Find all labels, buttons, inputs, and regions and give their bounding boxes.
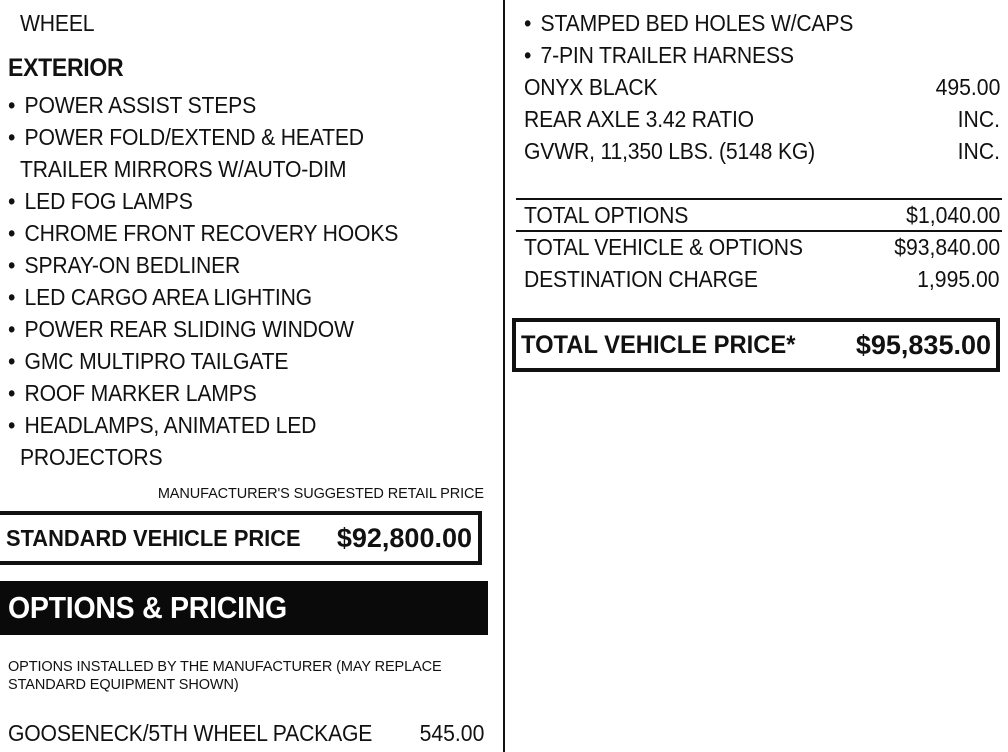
- package-name: GOOSENECK/5TH WHEEL PACKAGE: [8, 720, 373, 746]
- destination-label: DESTINATION CHARGE: [524, 266, 758, 292]
- list-item: • GMC MULTIPRO TAILGATE: [8, 347, 288, 375]
- list-item: • STAMPED BED HOLES W/CAPS: [524, 9, 853, 37]
- options-note-line1: OPTIONS INSTALLED BY THE MANUFACTURER (MAY REPLACE: [8, 659, 442, 675]
- standard-price-box: [0, 511, 482, 565]
- list-item: • LED FOG LAMPS: [8, 187, 193, 215]
- list-item: • SPRAY-ON BEDLINER: [8, 251, 240, 279]
- option-name: REAR AXLE 3.42 RATIO: [524, 106, 754, 132]
- standard-price-label: STANDARD VEHICLE PRICE: [6, 525, 301, 551]
- list-item: • POWER REAR SLIDING WINDOW: [8, 315, 354, 343]
- option-price: INC.: [957, 138, 1000, 164]
- list-item: • POWER FOLD/EXTEND & HEATED: [8, 123, 364, 151]
- standard-price-value: $92,800.00: [336, 523, 472, 553]
- list-item: • LED CARGO AREA LIGHTING: [8, 283, 312, 311]
- total-options-value: $1,040.00: [905, 202, 1000, 228]
- total-price-label: TOTAL VEHICLE PRICE*: [521, 331, 796, 359]
- options-pricing-banner: [0, 581, 488, 635]
- option-price: 495.00: [935, 74, 1000, 100]
- right-column: [516, 0, 1002, 752]
- rule-divider: [516, 230, 1002, 232]
- options-pricing-title: OPTIONS & PRICING: [8, 590, 287, 625]
- option-name: GVWR, 11,350 LBS. (5148 KG): [524, 138, 816, 164]
- left-column: [0, 0, 500, 752]
- total-options-label: TOTAL OPTIONS: [524, 202, 689, 228]
- rule-divider: [516, 198, 1002, 200]
- wheel-fragment: WHEEL: [20, 10, 95, 36]
- list-item: • 7-PIN TRAILER HARNESS: [524, 41, 794, 69]
- list-item-continuation: PROJECTORS: [20, 444, 163, 470]
- option-price: INC.: [957, 106, 1000, 132]
- destination-value: 1,995.00: [917, 266, 1000, 292]
- msrp-caption: MANUFACTURER'S SUGGESTED RETAIL PRICE: [157, 486, 484, 502]
- package-price: 545.00: [419, 720, 484, 746]
- total-vehicle-options-label: TOTAL VEHICLE & OPTIONS: [524, 234, 803, 260]
- total-price-value: $95,835.00: [855, 330, 991, 360]
- list-item: • POWER ASSIST STEPS: [8, 91, 256, 119]
- list-item-continuation: TRAILER MIRRORS W/AUTO-DIM: [20, 156, 347, 182]
- options-note-line2: STANDARD EQUIPMENT SHOWN): [8, 677, 239, 693]
- list-item: • HEADLAMPS, ANIMATED LED: [8, 411, 316, 439]
- exterior-heading: EXTERIOR: [8, 54, 124, 82]
- total-vehicle-options-value: $93,840.00: [894, 234, 1000, 260]
- column-divider: [503, 0, 505, 752]
- list-item: • ROOF MARKER LAMPS: [8, 379, 257, 407]
- list-item: • CHROME FRONT RECOVERY HOOKS: [8, 219, 398, 247]
- option-name: ONYX BLACK: [524, 74, 658, 100]
- total-price-box: [512, 318, 1000, 372]
